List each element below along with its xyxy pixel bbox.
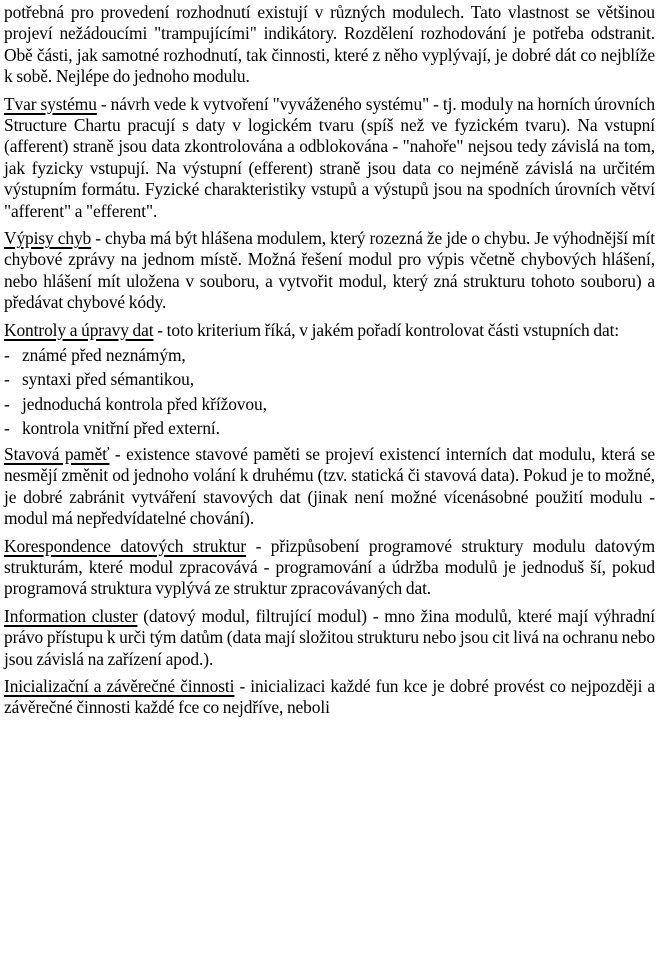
paragraph-body: - existence stavové paměti se projeví existencí interních dat modulu, která se nesmějí změnit od jednoho volání k druhému (tzv. statická či stavová data). Pokud je to možné, je dobré zabránit vytváření stavových dat (jinak není možné vícenásobné použití modulu - modul má nepředvídatelné chování).	[4, 443, 655, 529]
list-marker: -	[4, 345, 10, 366]
list-marker: -	[4, 417, 10, 438]
list-item: - známé před neznámým,	[4, 343, 655, 367]
term-vypisy-chyb: Výpisy chyb	[4, 228, 92, 249]
paragraph-body: (datový modul, filtrující modul) - mno žina modulů, které mají výhradní právo přístupu k urči tým datům (data mají složitou strukturu nebo jsou cit livá na ochranu nebo jsou závislá na zařízení apod.).	[4, 605, 655, 669]
list-item: - kontrola vnitřní před externí.	[4, 416, 655, 440]
paragraph-body: - návrh vede k vytvoření "vyváženého systému" - tj. moduly na horních úrovních Structure Chartu pracují s daty v logickém tvaru (spíš než ve fyzickém tvaru). Na vstupní (afferent) straně jsou data zkontrolována a odblokována - "nahoře" nejsou tedy závislá na tom, jak fyzicky vstupují. Na výstupní (efferent) straně jsou data co nejméně závislá na určitém výstupním formátu. Fyzické charakteristiky vstupů a výstupů jsou na spodních úrovních větví "afferent" a "efferent".	[4, 93, 655, 221]
document-page	[4, 2, 655, 725]
paragraph-body: potřebná pro provedení rozhodnutí existují v různých modulech. Tato vlastnost se většinou projeví nežádoucími "trampujícími" indikátory. Rozdělení rozhodování je potřeba odstranit. Obě části, jak samotné rozhodnutí, tak činnosti, které z něho vyplývají, je dobré dát co nejblíže k sobě. Nejlépe do jednoho modulu.	[4, 2, 655, 87]
list-item: - jednoduchá kontrola před křížovou,	[4, 392, 655, 416]
term-information-cluster: Information cluster	[4, 605, 138, 626]
paragraph-body: - přizpůsobení programové struktury modulu datovým strukturám, které modul zpracovává - programování a údržba modulů je jednoduš ší, pokud programová struktura vyplývá ze struktur zpracovávaných dat.	[4, 535, 656, 599]
paragraph-data-checks	[4, 320, 655, 341]
paragraph-system-shape	[4, 94, 655, 222]
list-marker: -	[4, 369, 10, 390]
term-korespondence: Korespondence datových struktur	[4, 535, 247, 556]
term-stavova-pamet: Stavová paměť	[4, 443, 110, 464]
paragraph-information-cluster	[4, 606, 655, 670]
list-marker: -	[4, 393, 10, 414]
paragraph-state-memory	[4, 444, 655, 530]
paragraph-error-reports	[4, 228, 655, 314]
term-inicializacni: Inicializační a závěrečné činnosti	[4, 675, 235, 696]
paragraph-data-structure-correspondence	[4, 536, 655, 600]
paragraph-body: - toto kriterium říká, v jakém pořadí kontrolovat části vstupních dat:	[153, 319, 620, 340]
paragraph-init-final	[4, 676, 655, 719]
paragraph-body: - chyba má být hlášena modulem, který rozezná že jde o chybu. Je výhodnější mít chybové zprávy na jednom místě. Možná řešení modul pro výpis včetně chybových hlášení, nebo hlášení mít uložena v souboru, a vytvořit modul, který zná strukturu tohoto souboru) a předávat chybové kódy.	[4, 228, 655, 313]
term-tvar-systemu: Tvar systému	[4, 93, 97, 114]
paragraph-body: - inicializaci každé fun kce je dobré provést co nejpozději a závěrečné činnosti každé fce co nejdříve, neboli	[4, 675, 656, 718]
list-item: - syntaxi před sémantikou,	[4, 367, 655, 391]
paragraph-decision-split	[4, 2, 655, 88]
term-kontroly-dat: Kontroly a úpravy dat	[4, 319, 154, 340]
check-order-list	[4, 343, 655, 440]
